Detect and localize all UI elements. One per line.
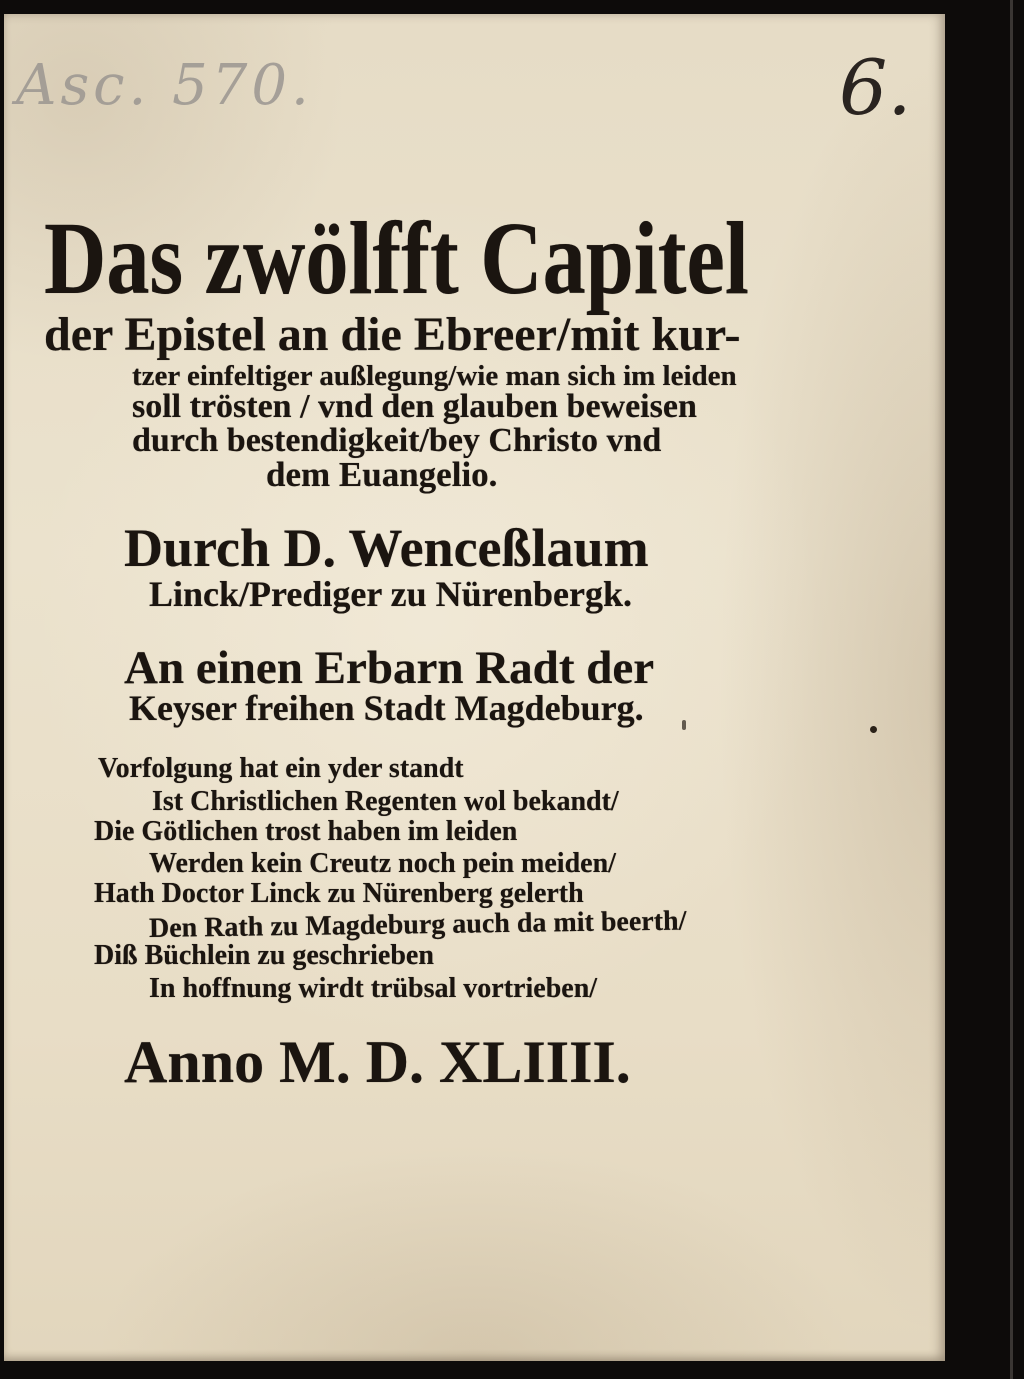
subtitle-line: soll trösten / vnd den glauben beweisen xyxy=(132,388,697,425)
subtitle-line: der Epistel an die Ebreer/mit kur- xyxy=(44,308,741,361)
subtitle-line: durch bestendigkeit/bey Christo vnd xyxy=(132,422,662,459)
dedication-line: Keyser freihen Stadt Magdeburg. xyxy=(129,688,644,728)
ink-spot xyxy=(869,725,879,735)
verse-line: Hath Doctor Linck zu Nürenberg gelerth xyxy=(94,878,584,909)
paper-leaf xyxy=(4,14,945,1361)
subtitle-line: tzer einfeltiger außlegung/wie man sich im leiden xyxy=(132,360,737,392)
handwritten-folio-number: 6. xyxy=(839,43,912,132)
dedication-line: An einen Erbarn Radt der xyxy=(124,642,655,694)
verse-line: In hoffnung wirdt trübsal vortrieben/ xyxy=(149,973,598,1004)
verse-line: Den Rath zu Magdeburg auch da mit beerth/ xyxy=(148,905,687,944)
verse-line: Diß Büchlein zu geschrieben xyxy=(94,940,434,971)
imprint-date: Anno M. D. XLIIII. xyxy=(124,1029,631,1095)
verse-line: Werden kein Creutz noch pein meiden/ xyxy=(149,848,616,879)
verse-line: Die Götlichen trost haben im leiden xyxy=(94,816,518,847)
page-title: Das zwölfft Capitel xyxy=(44,201,749,316)
verse-line: Vorfolgung hat ein yder standt xyxy=(98,753,464,784)
verse-line: Ist Christlichen Regenten wol bekandt/ xyxy=(152,786,619,817)
handwritten-shelfmark: Asc. 570. xyxy=(16,53,313,118)
author-line: Linck/Prediger zu Nürenbergk. xyxy=(149,574,633,614)
author-line: Durch D. Wenceßlaum xyxy=(124,518,649,578)
ink-spot xyxy=(682,720,686,730)
subtitle-line: dem Euangelio. xyxy=(266,455,498,494)
scan-border-stripe xyxy=(1010,0,1013,1379)
